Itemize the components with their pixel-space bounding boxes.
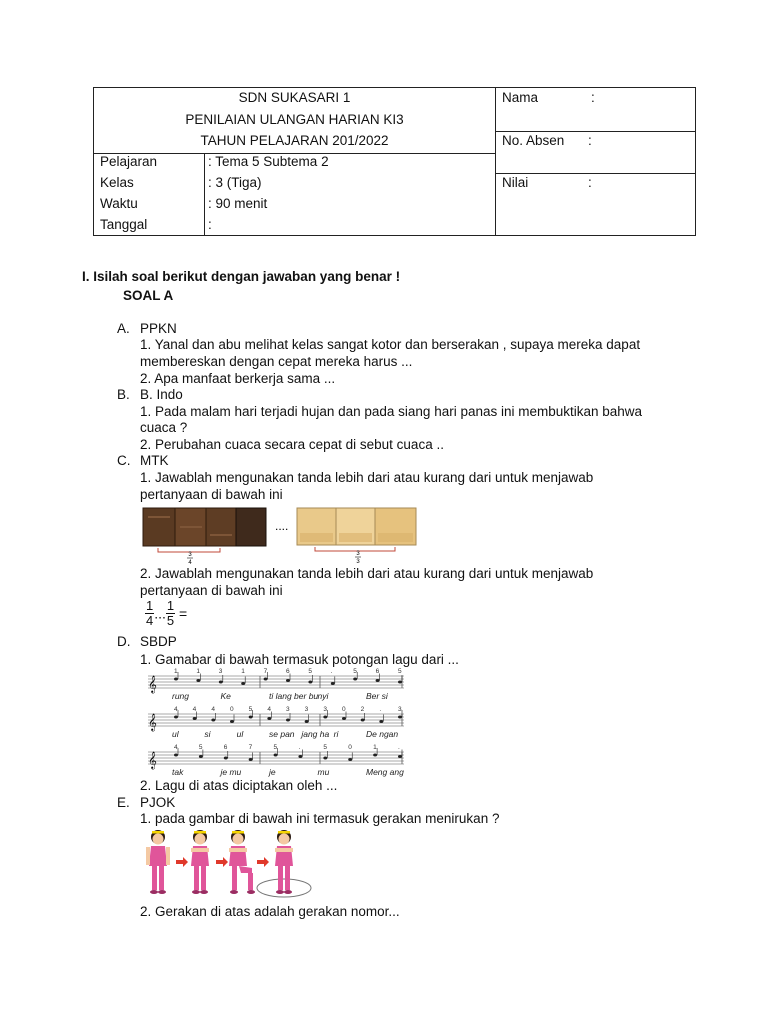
field-label: Tanggal: [100, 217, 148, 232]
section-letter: C.: [117, 453, 131, 468]
dark-blocks: [143, 508, 266, 552]
question-text: cuaca ?: [140, 420, 188, 435]
note-number: 3: [323, 706, 327, 713]
note-number: 5: [248, 706, 253, 713]
table-divider: [495, 88, 496, 235]
lyric-word: ri: [333, 729, 339, 739]
note-head: [274, 754, 278, 757]
section-title: PPKN: [140, 321, 177, 336]
figure-3: [229, 830, 255, 894]
note-number: 1: [241, 668, 245, 675]
music-staff-row: [148, 744, 404, 777]
soal-heading: SOAL A: [123, 288, 174, 303]
note-number: .: [298, 744, 301, 751]
lyric-word: ul: [236, 729, 244, 739]
lyric-word: Ber si: [366, 691, 388, 701]
section-letter: D.: [117, 634, 131, 649]
note-number: 7: [248, 744, 253, 751]
question-text: membereskan dengan cepat mereka harus ...: [140, 354, 413, 369]
question-text: 2. Apa manfaat berkerja sama ...: [140, 371, 336, 386]
section-letter: B.: [117, 387, 130, 402]
note-number: 6: [223, 744, 228, 751]
note-number: 4: [174, 706, 178, 713]
note-number: 4: [174, 744, 178, 751]
note-head: [353, 678, 357, 681]
note-number: 3: [286, 706, 290, 713]
section-letter: E.: [117, 795, 130, 810]
note-number: 2: [360, 706, 365, 713]
note-head: [193, 717, 197, 720]
light-blocks: [297, 508, 416, 551]
question-text: 1. Pada malam hari terjadi hujan dan pada siang hari panas ini membuktikan bahwa: [140, 404, 643, 419]
note-head: [241, 682, 245, 685]
note-number: 4: [192, 706, 197, 713]
note-number: 0: [348, 744, 352, 751]
fraction-one-quarter: $\frac{1}{4}$: [146, 598, 154, 628]
field-value: : 3 (Tiga): [208, 175, 262, 190]
lyric-word: jang ha: [301, 729, 330, 739]
question-text: 2. Gerakan di atas adalah gerakan nomor...: [140, 904, 400, 919]
note-number: .: [330, 668, 333, 675]
note-head: [230, 720, 234, 723]
field-value: :: [208, 217, 212, 232]
note-head: [211, 719, 215, 722]
note-number: 5: [273, 744, 278, 751]
note-head: [174, 754, 178, 757]
note-number: 5: [353, 668, 357, 675]
note-number: 5: [398, 668, 402, 675]
note-number: 3: [304, 706, 309, 713]
arrow-icon: [257, 857, 269, 867]
note-number: 4: [211, 706, 215, 713]
note-head: [376, 679, 380, 682]
section-title: PJOK: [140, 795, 176, 810]
note-number: 4: [267, 706, 271, 713]
note-head: [323, 757, 327, 760]
note-head: [174, 716, 178, 719]
music-staff-row: [148, 668, 404, 701]
question-text: 1. Gamabar di bawah termasuk potongan lagu dari ...: [140, 652, 459, 667]
note-number: 5: [308, 668, 313, 675]
arrow-icon: [176, 857, 188, 867]
question-text: pertanyaan di bawah ini: [140, 487, 283, 502]
student-name-label: Nama: [502, 90, 539, 105]
fraction-denominator: 4: [188, 560, 192, 566]
fraction-numerator: 3: [356, 551, 360, 557]
figure-2: [191, 830, 209, 894]
treble-clef-icon: 𝄞: [148, 752, 157, 769]
fraction-expression: [145, 599, 187, 628]
note-head: [398, 755, 402, 758]
lyric-word: Ke: [220, 691, 231, 701]
note-head: [264, 678, 268, 681]
music-staff-row: [148, 706, 404, 739]
note-head: [286, 679, 290, 682]
note-head: [298, 755, 302, 758]
note-number: 1: [196, 668, 201, 675]
instruction: I. Isilah soal berikut dengan jawaban yang benar !: [82, 269, 401, 284]
question-text: 1. Yanal dan abu melihat kelas sangat kotor dan berserakan , supaya mereka dapat: [140, 337, 641, 352]
note-number: 0: [230, 706, 234, 713]
note-number: .: [398, 744, 400, 751]
school-year: TAHUN PELAJARAN 201/2022: [200, 133, 389, 148]
note-head: [361, 719, 365, 722]
question-text: pertanyaan di bawah ini: [140, 583, 283, 598]
fraction-one-fifth: $\frac{1}{5}$: [166, 598, 175, 628]
note-number: 6: [375, 668, 380, 675]
fraction-blocks-image: [140, 505, 425, 567]
note-number: 3: [218, 668, 223, 675]
note-head: [174, 678, 178, 681]
lyric-word: je mu: [220, 767, 242, 777]
note-head: [219, 681, 223, 684]
student-absen-colon: :: [588, 133, 592, 148]
lyric-word: rung: [172, 691, 190, 701]
field-value: : Tema 5 Subtema 2: [208, 154, 329, 169]
section-title: SBDP: [140, 634, 177, 649]
note-number: 0: [342, 706, 346, 713]
question-text: 2. Jawablah mengunakan tanda lebih dari atau kurang dari untuk menjawab: [140, 566, 594, 581]
note-head: [373, 754, 377, 757]
lyric-word: mu: [317, 767, 330, 777]
field-label: Kelas: [100, 175, 134, 190]
note-number: 3: [398, 706, 402, 713]
note-head: [348, 758, 352, 761]
lyric-word: se pan: [269, 729, 295, 739]
table-divider: [495, 131, 695, 132]
song-notation-image: [140, 667, 408, 779]
student-name-colon: :: [591, 90, 595, 105]
equals-sign: =: [179, 605, 188, 622]
field-value: : 90 menit: [208, 196, 268, 211]
note-number: 5: [198, 744, 203, 751]
note-number: 1: [174, 668, 178, 675]
lyric-word: je: [269, 767, 276, 777]
treble-clef-icon: 𝄞: [148, 714, 157, 731]
student-nilai-colon: :: [588, 175, 592, 190]
arrow-icon: [216, 857, 228, 867]
note-number: 1: [373, 744, 377, 751]
note-head: [249, 716, 253, 719]
note-number: .: [379, 706, 382, 713]
note-head: [305, 720, 309, 723]
question-text: 1. Jawablah mengunakan tanda lebih dari atau kurang dari untuk menjawab: [140, 470, 594, 485]
header-table: [93, 87, 696, 236]
note-head: [331, 682, 335, 685]
lyric-word: De ngan: [366, 729, 399, 739]
lyric-word: tak: [172, 767, 184, 777]
note-number: 6: [286, 668, 290, 675]
lyric-word: nyi: [317, 691, 329, 701]
lyric-word: ul: [172, 729, 179, 739]
exam-title: PENILAIAN ULANGAN HARIAN KI3: [185, 112, 404, 127]
compare-dots: ....: [275, 519, 289, 533]
lyric-word: ti lang ber bu: [269, 691, 319, 701]
note-head: [308, 681, 312, 684]
note-head: [398, 681, 402, 684]
student-nilai-label: Nilai: [502, 175, 529, 190]
note-head: [196, 679, 200, 682]
section-letter: A.: [117, 321, 130, 336]
note-head: [267, 717, 271, 720]
section-title: B. Indo: [140, 387, 183, 402]
lyric-word: si: [204, 729, 211, 739]
figure-1: [146, 830, 170, 894]
school-name: SDN SUKASARI 1: [238, 90, 351, 105]
student-absen-label: No. Absen: [502, 133, 565, 148]
note-head: [249, 758, 253, 761]
table-divider: [495, 173, 695, 174]
field-label: Waktu: [100, 196, 138, 211]
note-head: [224, 757, 228, 760]
section-title: MTK: [140, 453, 169, 468]
note-head: [199, 755, 203, 758]
note-head: [342, 717, 346, 720]
lyric-word: Meng ang: [366, 767, 404, 777]
table-divider: [204, 153, 205, 235]
question-text: 2. Lagu di atas diciptakan oleh ...: [140, 778, 338, 793]
fraction-denominator: 3: [356, 559, 360, 565]
treble-clef-icon: 𝄞: [148, 676, 157, 693]
question-text: 1. pada gambar di bawah ini termasuk gerakan menirukan ?: [140, 811, 500, 826]
note-number: 5: [323, 744, 327, 751]
fraction-numerator: 3: [188, 552, 192, 558]
movement-figures-image: [140, 826, 315, 898]
note-head: [286, 719, 290, 722]
note-head: [398, 716, 402, 719]
note-head: [379, 720, 383, 723]
question-text: 2. Perubahan cuaca secara cepat di sebut cuaca ..: [140, 437, 444, 452]
note-number: 7: [263, 668, 268, 675]
note-head: [323, 716, 327, 719]
compare-dots: ...: [154, 605, 166, 622]
field-label: Pelajaran: [100, 154, 158, 169]
